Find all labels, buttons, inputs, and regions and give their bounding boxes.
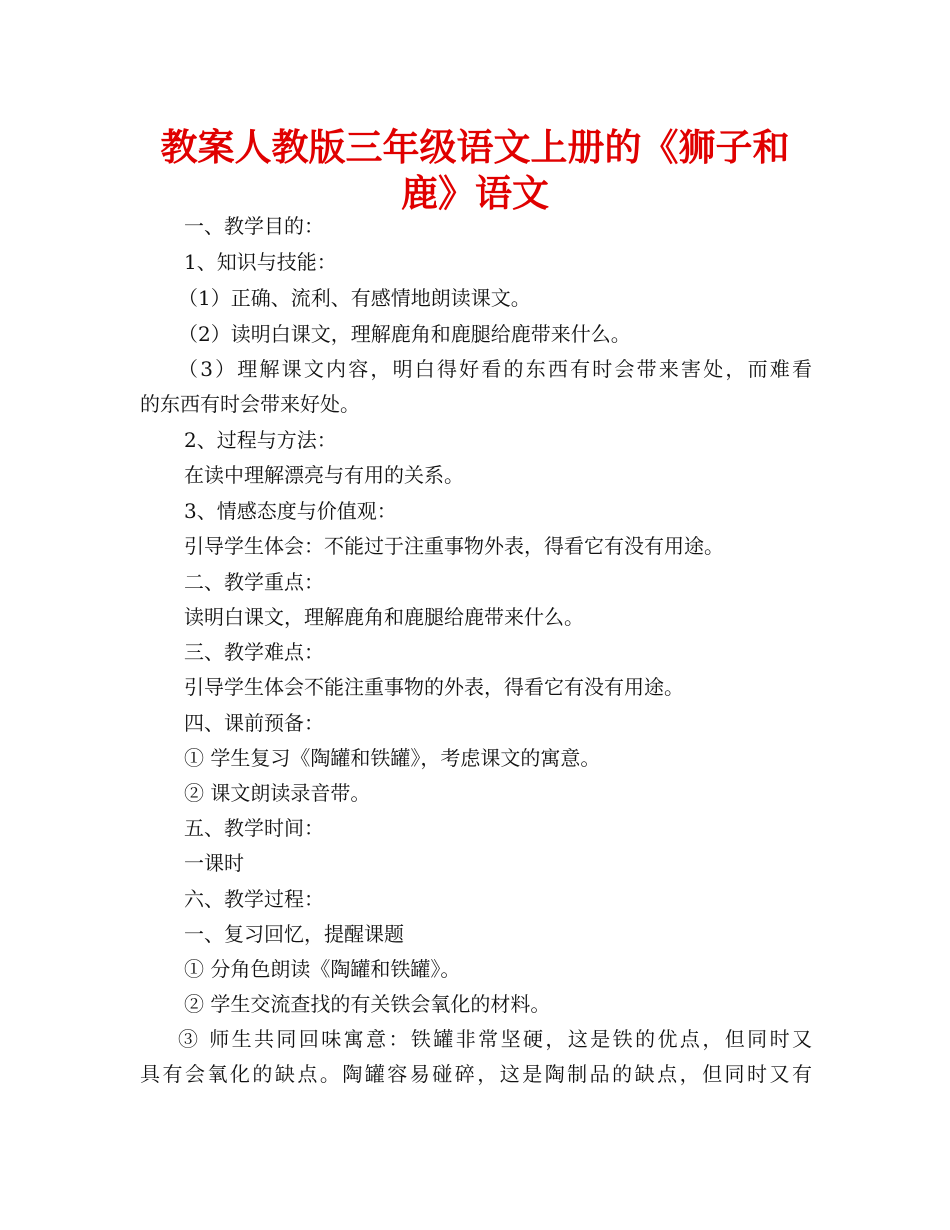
paragraph-line: 引导学生体会不能注重事物的外表，得看它有没有用途。	[184, 675, 684, 699]
subheading-review: 一、复习回忆，提醒课题	[184, 922, 404, 946]
section-heading-difficulties: 三、教学难点：	[184, 640, 324, 664]
section-heading-key-points: 二、教学重点：	[184, 570, 324, 594]
paragraph-line: ③ 师生共同回味寓意：铁罐非常坚硬，这是铁的优点，但同时又	[178, 1027, 812, 1051]
paragraph-line: 在读中理解漂亮与有用的关系。	[184, 463, 464, 487]
subheading-knowledge-skills: 1、知识与技能：	[184, 250, 337, 274]
document-title-line-1: 教案人教版三年级语文上册的《狮子和	[160, 126, 790, 169]
paragraph-line: 引导学生体会：不能过于注重事物外表，得看它有没有用途。	[184, 534, 724, 558]
subheading-attitude-values: 3、情感态度与价值观：	[184, 499, 397, 523]
section-heading-objectives: 一、教学目的：	[184, 214, 324, 238]
document-title-line-2: 鹿》语文	[401, 172, 549, 215]
list-item: ② 课文朗读录音带。	[184, 781, 371, 805]
subheading-process-method: 2、过程与方法：	[184, 428, 337, 452]
paragraph-line: 读明白课文，理解鹿角和鹿腿给鹿带来什么。	[184, 605, 584, 629]
section-heading-preparation: 四、课前预备：	[184, 711, 324, 735]
list-item: （1）正确、流利、有感情地朗读课文。	[178, 286, 531, 310]
list-item: ① 学生复习《陶罐和铁罐》，考虑课文的寓意。	[184, 746, 601, 770]
list-item: （2）读明白课文，理解鹿角和鹿腿给鹿带来什么。	[178, 322, 631, 346]
list-item: ① 分角色朗读《陶罐和铁罐》。	[184, 957, 461, 981]
paragraph-line: （3）理解课文内容，明白得好看的东西有时会带来害处，而难看	[178, 357, 812, 381]
paragraph-line: 的东西有时会带来好处。	[140, 392, 360, 416]
section-heading-time: 五、教学时间：	[184, 816, 324, 840]
section-heading-process: 六、教学过程：	[184, 887, 324, 911]
paragraph-line: 一课时	[184, 851, 244, 875]
list-item: ② 学生交流查找的有关铁会氧化的材料。	[184, 992, 551, 1016]
paragraph-line: 具有会氧化的缺点。陶罐容易碰碎，这是陶制品的缺点，但同时又有	[140, 1062, 812, 1086]
